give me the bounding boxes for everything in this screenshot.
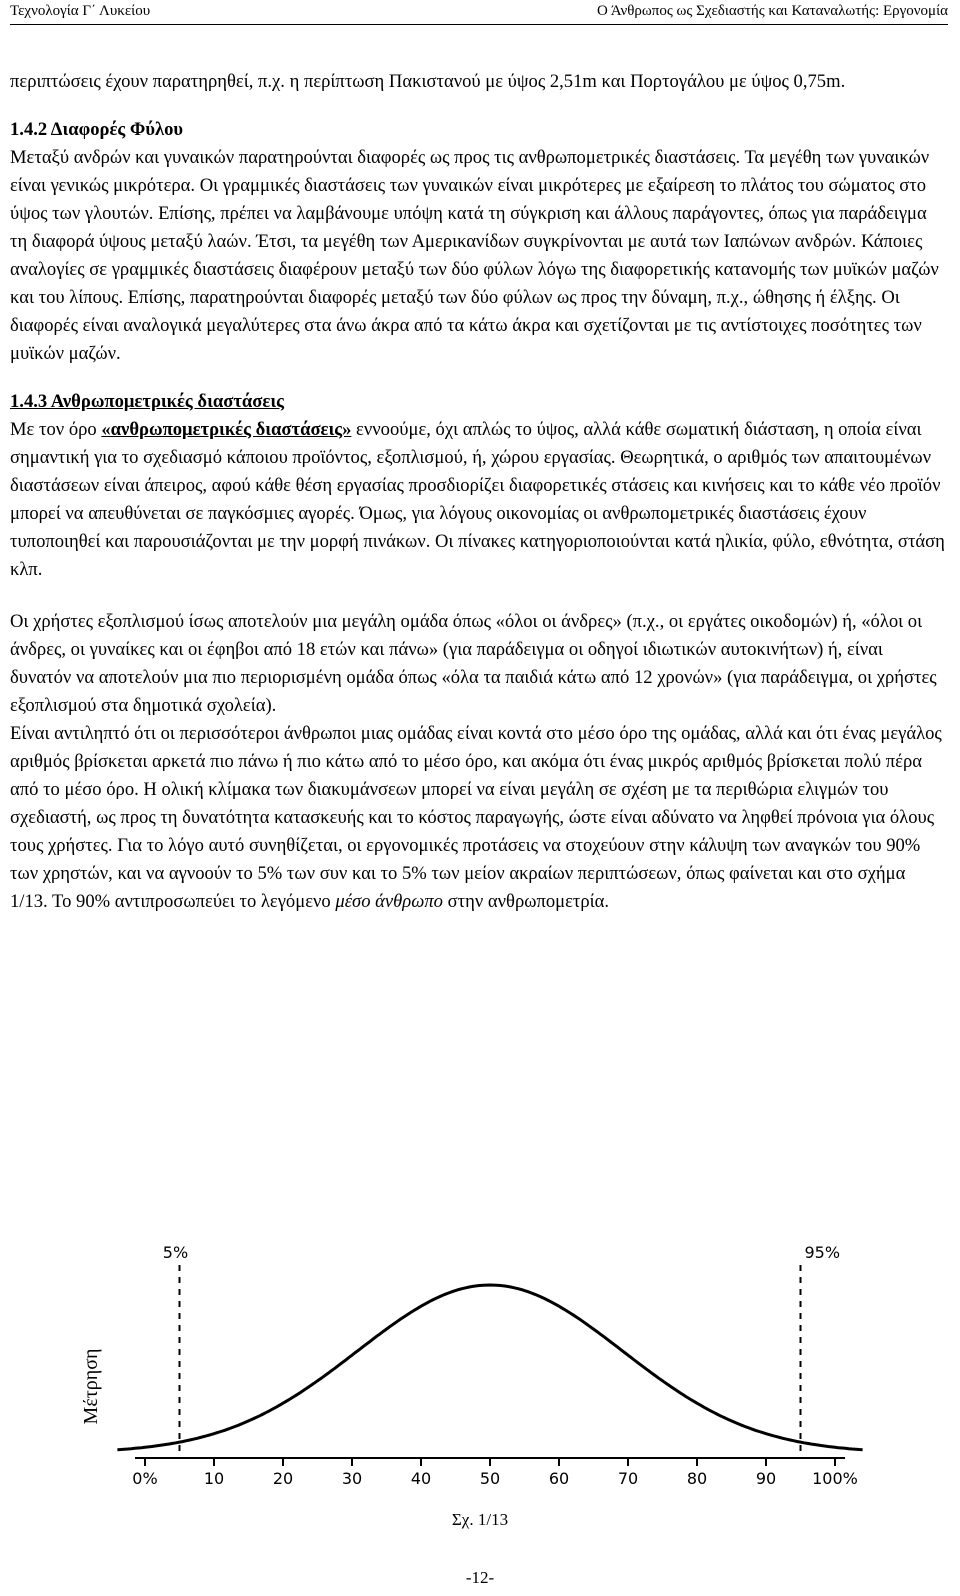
section-143-paragraph-1 xyxy=(10,416,946,584)
section-142-body: Μεταξύ ανδρών και γυναικών παρατηρούνται διαφορές ως προς τις ανθρωπομετρικές διαστάσεις. Τα μεγέθη των γυναικών είναι γενικώς μικρότερα. Οι γραμμικές διαστάσεις των γυναικών είναι μικρότερες με εξαίρεση το πλάτος του σώματος στο ύψος των γλουτών. Επίσης, πρέπει να λαμβάνουμε υπόψη κατά τη σύγκριση και άλλους παράγοντες, όπως για παράδειγμα τη διαφορά ύψους μεταξύ λαών. Έτσι, τα μεγέθη των Αμερικανίδων συγκρίνονται με αυτά των Ιαπώνων ανδρών. Κάποιες αναλογίες σε γραμμικές διαστάσεις διαφέρουν μεταξύ των δύο φύλων λόγω της διαφορετικής κατανομής των μυϊκών μαζών και του λίπους. Επίσης, παρατηρούνται διαφορές μεταξύ των δύο φύλων ως προς την δύναμη, π.χ., ώθησης ή έλξης. Οι διαφορές είναι αναλογικά μεγαλύτερες στα άνω άκρα από τα κάτω άκρα και σχετίζονται με τις αντίστοιχες ποσότητες των μυϊκών μαζών. xyxy=(10,147,939,364)
section-143-title-text: 1.4.3 Ανθρωπομετρικές διαστάσεις xyxy=(10,391,284,412)
y-axis-label: Μέτρηση xyxy=(80,1348,102,1425)
x-tick-label: 40 xyxy=(410,1469,432,1488)
section-143-paragraph-3 xyxy=(10,720,946,916)
p3-post: στην ανθρωπομετρία. xyxy=(442,891,610,912)
p1-pre: Με τον όρο xyxy=(10,419,102,440)
x-tick-label: 60 xyxy=(548,1469,570,1488)
figure-caption: Σχ. 1/13 xyxy=(451,1510,509,1529)
page-header xyxy=(10,2,948,25)
intro-paragraph: περιπτώσεις έχουν παρατηρηθεί, π.χ. η περίπτωση Πακιστανού με ύψος 2,51m και Πορτογάλου με ύψος 0,75m. xyxy=(10,71,846,92)
p1-post: εννοούμε, όχι απλώς το ύψος, αλλά κάθε σωματική διάσταση, η οποία είναι σημαντική για το σχεδιασμό κάποιου προϊόντος, εξοπλισμού, ή, χώρου εργασίας. Θεωρητικά, ο αριθμός των απαιτουμένων διαστάσεων είναι άπειρος, αφού κάθε θέση εργασίας προσδιορίζει διαφορετικές στάσεις και κινήσεις και το κάθε νέο προϊόν μπορεί να απευθύνεται σε παγκόσμιες αγορές. Όμως, για λόγους οικονομίας οι ανθρωπομετρικές διαστάσεις έχουν τυποποιηθεί και παρουσιάζονται με την μορφή πινάκων. Οι πίνακες κατηγοριοποιούνται κατά ηλικία, φύλο, εθνότητα, στάση κλπ. xyxy=(10,419,945,580)
header-left: Τεχνολογία Γ΄ Λυκείου xyxy=(10,3,151,19)
section-142-title: 1.4.2 Διαφορές Φύλου xyxy=(10,119,184,140)
distribution-chart xyxy=(55,1230,935,1510)
x-tick-label: 30 xyxy=(341,1469,363,1488)
p1-term: «ανθρωπομετρικές διαστάσεις» xyxy=(101,419,352,440)
x-tick-label: 10 xyxy=(203,1469,225,1488)
main-content xyxy=(10,68,946,916)
x-tick-label: 90 xyxy=(755,1469,777,1488)
percentile-marker-label: 95% xyxy=(804,1243,841,1262)
x-tick-label: 20 xyxy=(272,1469,294,1488)
section-143-title xyxy=(10,388,946,416)
x-tick-label: 0% xyxy=(132,1469,158,1488)
x-tick-label: 70 xyxy=(617,1469,639,1488)
section-143-paragraph-2: Οι χρήστες εξοπλισμού ίσως αποτελούν μια μεγάλη ομάδα όπως «όλοι οι άνδρες» (π.χ., οι εργάτες οικοδομών) ή, «όλοι οι άνδρες, οι γυναίκες και οι έφηβοι από 18 ετών και πάνω» (για παράδειγμα οι οδηγοί ιδιωτικών αυτοκινήτων) ή, είναι δυνατόν να αποτελούν μια πιο περιορισμένη ομάδα όπως «όλα τα παιδιά κάτω από 12 χρονών» (για παράδειγμα, οι χρήστες εξοπλισμού στα δημοτικά σχολεία). xyxy=(10,611,937,716)
x-tick-label: 80 xyxy=(686,1469,708,1488)
bell-curve xyxy=(117,1285,862,1450)
distribution-chart-svg xyxy=(55,1230,935,1510)
percentile-marker-label: 5% xyxy=(162,1243,189,1262)
x-tick-label: 50 xyxy=(479,1469,501,1488)
p3-pre: Είναι αντιληπτό ότι οι περισσότεροι άνθρωποι μιας ομάδας είναι κοντά στο μέσο όρο της ομάδας, αλλά και ότι ένας μεγάλος αριθμός βρίσκεται αρκετά πιο πάνω ή πιο κάτω από το μέσο όρο, και ακόμα ότι ένας μικρός αριθμός βρίσκεται πολύ πέρα από το μέσο όρο. Η ολική κλίμακα των διακυμάνσεων μπορεί να είναι μεγάλη σε σχέση με τα περιθώρια ελιγμών του σχεδιαστή, ως προς τη δυνατότητα κατασκευής και το κόστος παραγωγής, ώστε είναι αδύνατο να ληφθεί πρόνοια για όλους τους χρήστες. Για το λόγο αυτό συνηθίζεται, οι εργονομικές προτάσεις να στοχεύουν στην κάλυψη των αναγκών του 90% των χρηστών, και να αγνοούν το 5% των συν και το 5% των μείον ακραίων περιπτώσεων, όπως φαίνεται και στο σχήμα 1/13. Το 90% αντιπροσωπεύει το λεγόμενο xyxy=(10,723,942,912)
p3-ital: μέσο άνθρωπο xyxy=(335,891,443,912)
header-right: Ο Άνθρωπος ως Σχεδιαστής και Καταναλωτής: Εργονομία xyxy=(596,3,948,19)
x-tick-label: 100% xyxy=(812,1469,858,1488)
page-number: -12- xyxy=(465,1568,495,1587)
